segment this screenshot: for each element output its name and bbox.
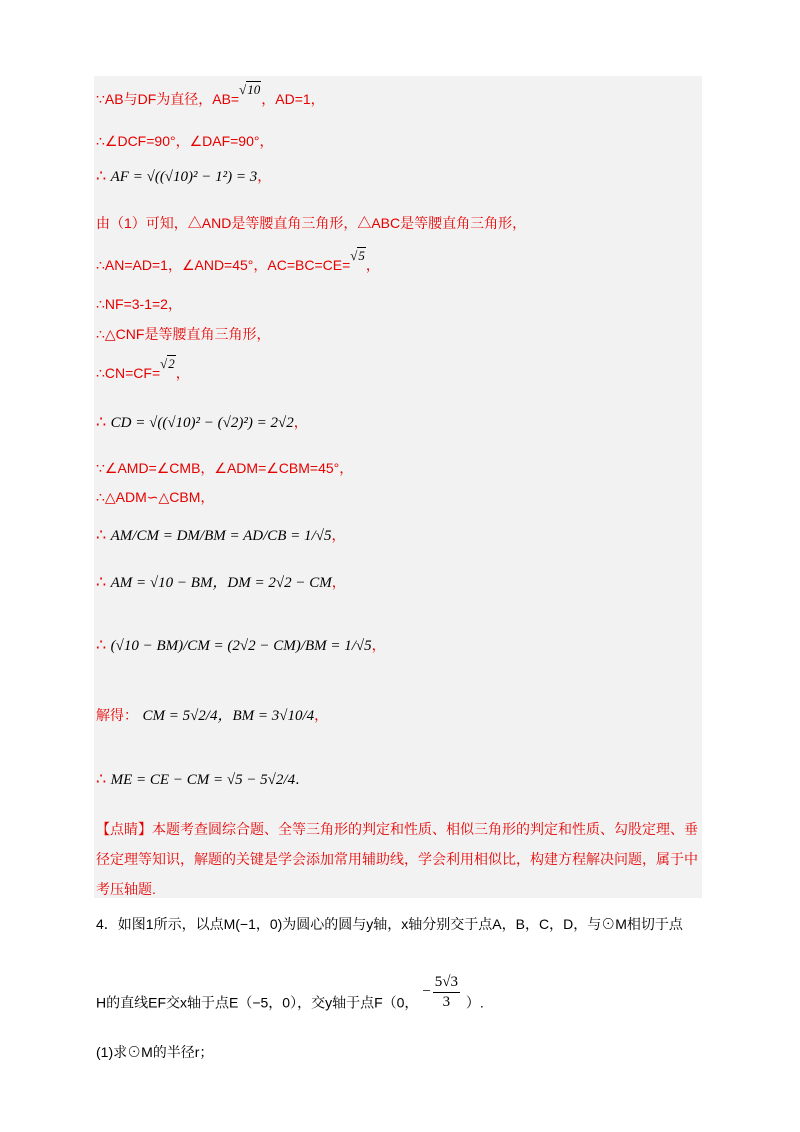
line-8: ∴CN=CF=√2， (96, 356, 190, 381)
line-1-text: ∵AB与DF为直径，AB= (96, 91, 240, 107)
comment-note: 【点睛】本题考查圆综合题、全等三角形的判定和性质、相似三角形的判定和性质、勾股定理、垂径定理等知识，解题的关键是学会添加常用辅助线，学会利用相似比，构建方程解决问题，属于中考压轴题. (96, 821, 698, 897)
formula-solution: CM = 5√2/4，BM = 3√10/4 (142, 708, 315, 724)
formula-me: ME = CE − CM = √5 − 5√2/4 (110, 772, 296, 788)
line-4: 由（1）可知，△AND是等腰直角三角形，△ABC是等腰直角三角形， (96, 215, 527, 231)
line-14: ∴ (√10 − BM)/CM = (2√2 − CM)/BM = 1/√5， (96, 635, 386, 654)
line-13: ∴ AM = √10 − BM，DM = 2√2 − CM， (96, 572, 346, 591)
line-12: ∴ AM/CM = DM/BM = AD/CB = 1/√5， (96, 525, 346, 544)
formula-equation: (√10 − BM)/CM = (2√2 − CM)/BM = 1/√5 (110, 638, 372, 654)
sqrt-2: √2 (160, 356, 175, 371)
line-10: ∵∠AMD=∠CMB，∠ADM=∠CBM=45°， (96, 460, 354, 476)
formula-cd: CD = √((√10)² − (√2)²) = 2√2 (110, 415, 294, 431)
line-5: ∴AN=AD=1，∠AND=45°，AC=BC=CE=√5， (96, 248, 380, 273)
formula-af: AF = √((√10)² − 1²) = 3 (110, 169, 258, 185)
line-2: ∴∠DCF=90°，∠DAF=90°， (96, 133, 274, 149)
problem-4-line-2: H的直线EF交x轴于点E（−5，0），交y轴于点F（0， − $\frac{5√3}{3}$ ）. (96, 974, 484, 1011)
line-7: ∴△CNF是等腰直角三角形， (96, 326, 271, 342)
sqrt-10: √10 (239, 82, 261, 97)
line-1: ∵AB与DF为直径，AB=√10，AD=1， (96, 82, 325, 107)
fraction-neg-5sqrt3-3: − $\frac{5√3}{3}$ (422, 974, 459, 1010)
line-6: ∴NF=3-1=2， (96, 296, 182, 312)
line-9: ∴ CD = √((√10)² − (√2)²) = 2√2， (96, 412, 308, 431)
problem-4-line-1: 4．如图1所示，以点M(−1，0)为圆心的圆与y轴，x轴分别交于点A，B，C，D，与⊙M相切于点 (96, 916, 683, 932)
formula-ratio: AM/CM = DM/BM = AD/CB = 1/√5 (110, 528, 332, 544)
formula-am-dm: AM = √10 − BM，DM = 2√2 − CM (110, 575, 332, 591)
line-16: ∴ ME = CE − CM = √5 − 5√2/4. (96, 769, 300, 788)
line-11: ∴△ADM∽△CBM， (96, 489, 215, 505)
line-3: ∴ AF = √((√10)² − 1²) = 3， (96, 166, 272, 185)
question-1: (1)求⊙M的半径r； (96, 1044, 214, 1060)
sqrt-5: √5 (350, 248, 365, 263)
line-15: 解得： CM = 5√2/4，BM = 3√10/4， (96, 707, 329, 724)
